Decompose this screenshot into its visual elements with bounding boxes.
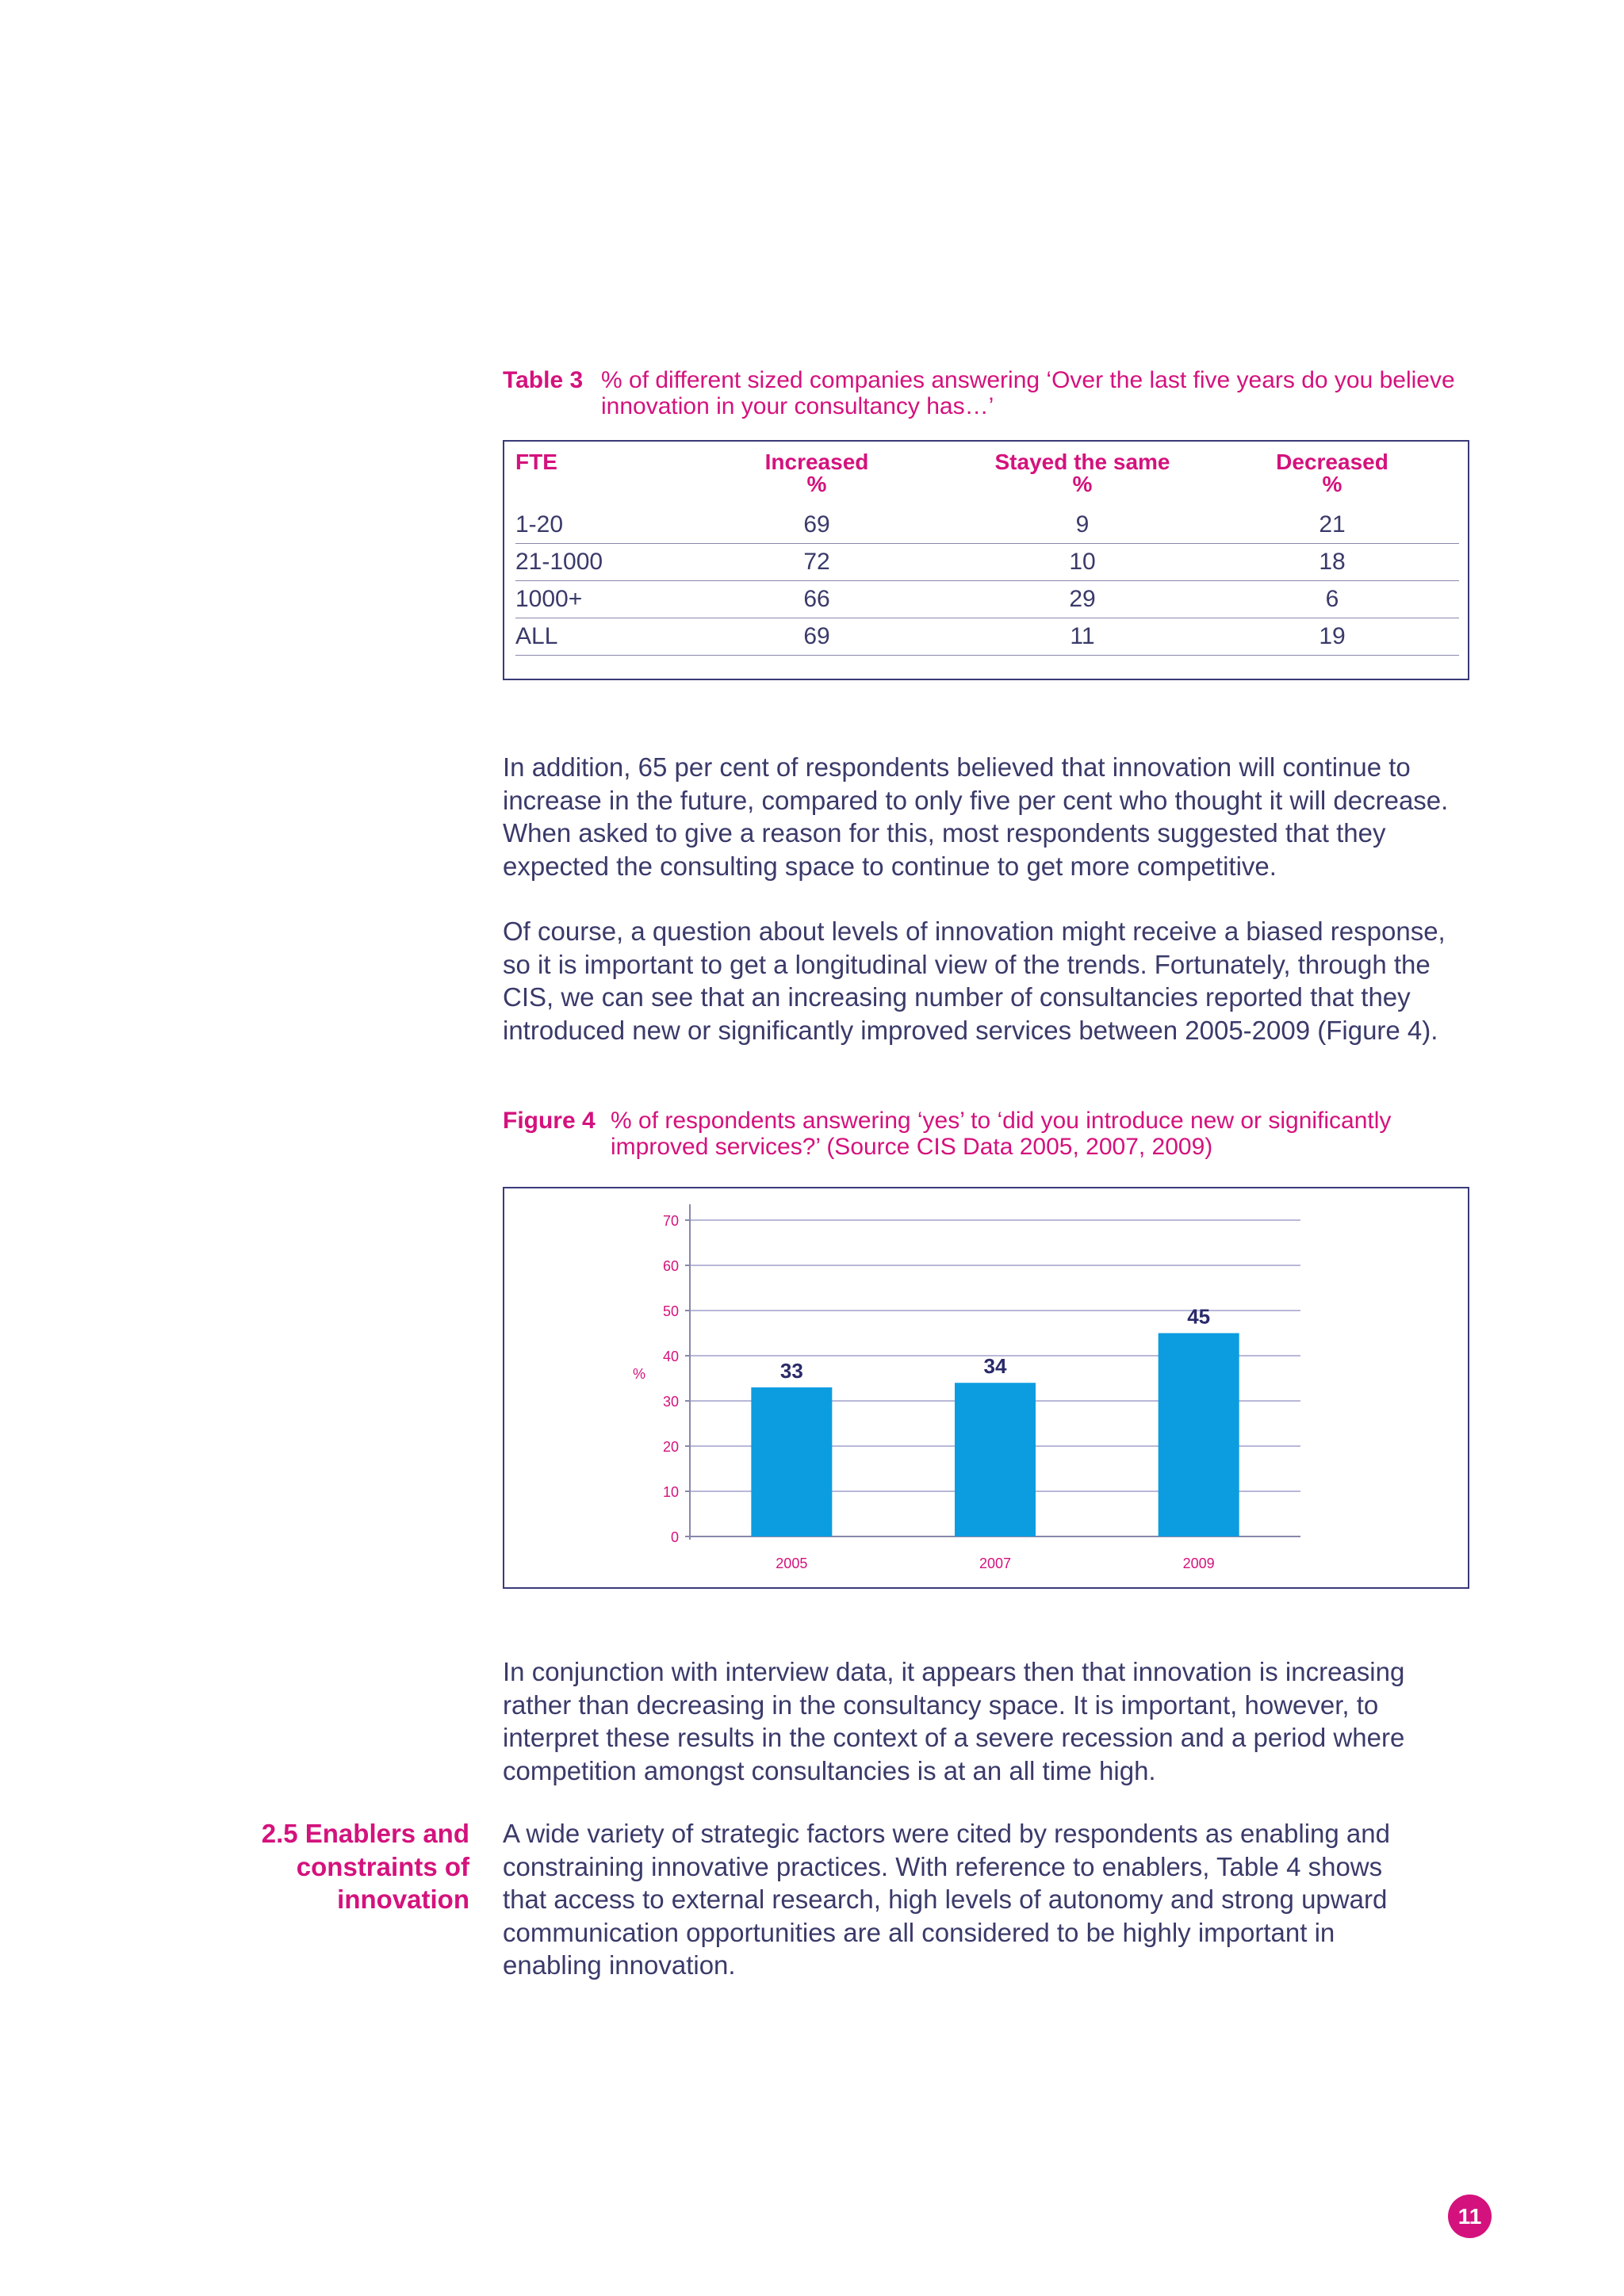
header-fte: FTE [515, 450, 557, 474]
figure4-caption [503, 1108, 1470, 1163]
table-cell: 21 [1205, 507, 1459, 544]
table-row [515, 581, 1459, 618]
paragraph-line: expected the consulting space to continue to get more competitive. [503, 851, 1277, 881]
paragraph-line: communication opportunities are all considered to be highly important in [503, 1917, 1335, 1947]
paragraph-line: When asked to give a reason for this, most respondents suggested that they [503, 818, 1386, 848]
bar-data-label: 45 [1187, 1304, 1211, 1329]
table-row [515, 544, 1459, 581]
paragraph-line: A wide variety of strategic factors were cited by respondents as enabling and [503, 1819, 1390, 1848]
bar [751, 1387, 832, 1536]
table-header-row [515, 451, 1459, 507]
table-cell: 19 [1205, 618, 1459, 656]
y-tick-label: 40 [662, 1349, 679, 1364]
x-tick-label: 2007 [979, 1556, 1012, 1571]
paragraph-2 [503, 915, 1486, 1047]
paragraph-line: competition amongst consultancies is at an all time high. [503, 1755, 1156, 1785]
x-tick-label: 2005 [776, 1556, 808, 1571]
paragraph-line: interpret these results in the context of a severe recession and a period where [503, 1723, 1405, 1752]
table3-caption-line1: % of different sized companies answering ‘Over the last five years do you believe [601, 367, 1455, 393]
paragraph-line: constraining innovative practices. With reference to enablers, Table 4 shows [503, 1851, 1383, 1881]
table3-caption [503, 367, 1470, 423]
paragraph-4 [503, 1817, 1486, 1982]
bar-data-label: 33 [779, 1358, 803, 1383]
table-row [515, 618, 1459, 656]
paragraph-1 [503, 751, 1486, 882]
y-tick-label: 30 [662, 1394, 679, 1410]
table3-label: Table 3 [503, 367, 584, 393]
table-cell: 18 [1205, 544, 1459, 581]
figure4-caption-line1: % of respondents answering ‘yes’ to ‘did you introduce new or significantly [611, 1108, 1392, 1134]
table3-caption-line2: innovation in your consultancy has…’ [601, 393, 994, 419]
header-increased: Increased % [764, 450, 869, 496]
y-axis-label: % [632, 1366, 646, 1382]
table-cell: 11 [959, 618, 1205, 656]
table-cell: 29 [959, 581, 1205, 618]
paragraph-line: CIS, we can see that an increasing number of consultancies reported that they [503, 982, 1411, 1012]
table-cell: 72 [674, 544, 959, 581]
paragraph-line: In addition, 65 per cent of respondents believed that innovation will continue to [503, 752, 1411, 782]
y-tick-label: 50 [662, 1303, 679, 1319]
table-row [515, 507, 1459, 544]
bar-chart [504, 1188, 1468, 1587]
table-cell: 6 [1205, 581, 1459, 618]
table3-grid [515, 451, 1459, 656]
section-heading-line: 2.5 Enablers and [261, 1819, 469, 1848]
table-cell: 1000+ [515, 581, 674, 618]
y-tick-label: 0 [670, 1529, 679, 1545]
section-heading-line: constraints of [296, 1851, 469, 1881]
table-cell: 10 [959, 544, 1205, 581]
y-tick-label: 20 [662, 1439, 679, 1455]
table3 [503, 440, 1469, 680]
table-cell: 66 [674, 581, 959, 618]
table-cell: 9 [959, 507, 1205, 544]
page-number: 11 [1448, 2195, 1492, 2238]
y-tick-label: 70 [662, 1213, 679, 1229]
figure4-caption-line2: improved services?’ (Source CIS Data 2005, 2007, 2009) [611, 1134, 1213, 1160]
paragraph-line: increase in the future, compared to only five per cent who thought it will decrease. [503, 785, 1449, 815]
table-cell: 1-20 [515, 507, 674, 544]
table-cell: ALL [515, 618, 674, 656]
section-heading [206, 1817, 469, 1916]
figure4-label: Figure 4 [503, 1108, 596, 1134]
y-tick-label: 10 [662, 1484, 679, 1500]
paragraph-line: introduced new or significantly improved services between 2005-2009 (Figure 4). [503, 1015, 1438, 1045]
header-decreased: Decreased % [1276, 450, 1388, 496]
paragraph-3 [503, 1655, 1486, 1787]
table-cell: 69 [674, 507, 959, 544]
table-cell: 21-1000 [515, 544, 674, 581]
table-cell: 69 [674, 618, 959, 656]
paragraph-line: rather than decreasing in the consultancy space. It is important, however, to [503, 1689, 1379, 1720]
bar-data-label: 34 [983, 1354, 1007, 1379]
paragraph-line: so it is important to get a longitudinal view of the trends. Fortunately, through the [503, 949, 1431, 979]
bar [1159, 1334, 1239, 1537]
paragraph-line: that access to external research, high levels of autonomy and strong upward [503, 1885, 1388, 1914]
paragraph-line: enabling innovation. [503, 1950, 736, 1980]
paragraph-line: In conjunction with interview data, it appears then that innovation is increasing [503, 1657, 1405, 1686]
y-tick-label: 60 [662, 1258, 679, 1274]
x-tick-label: 2009 [1182, 1556, 1215, 1571]
bar [955, 1383, 1036, 1536]
header-stayed-same: Stayed the same % [994, 450, 1170, 496]
paragraph-line: Of course, a question about levels of innovation might receive a biased response, [503, 916, 1446, 946]
figure4-chart [503, 1187, 1469, 1589]
section-heading-line: innovation [337, 1885, 469, 1914]
